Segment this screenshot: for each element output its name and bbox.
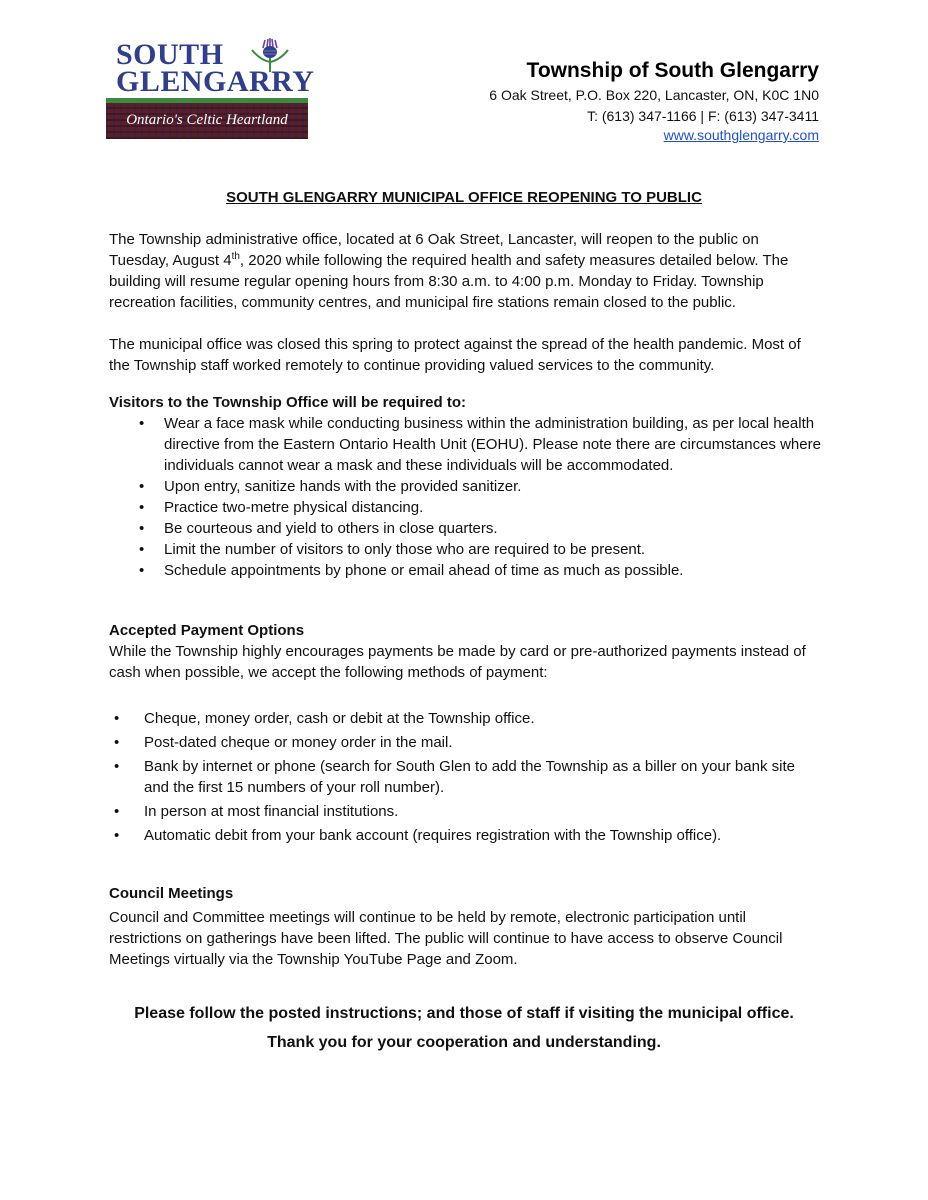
phone-fax: T: (613) 347-1166 | F: (613) 347-3411 — [587, 108, 819, 124]
list-item-text: Wear a face mask while conducting business within the administration building, as per local health directive from the Eastern Ontario Health Unit (EOHU). Please note there are circumstances where individuals cannot wear a mask and these individuals will be accommodated. — [164, 415, 821, 474]
list-item — [109, 518, 821, 539]
list-item — [109, 539, 821, 560]
org-name: Township of South Glengarry — [526, 59, 819, 82]
visitors-list — [109, 413, 821, 581]
intro-paragraph-2: The municipal office was closed this spring to protect against the spread of the health pandemic. Most of the Township staff worked remotely to continue providing valued services to the community. — [109, 336, 801, 374]
list-item — [109, 476, 821, 497]
bullet: • — [139, 499, 145, 516]
list-item — [109, 756, 821, 798]
list-item-text: Automatic debit from your bank account (requires registration with the Township office). — [144, 827, 722, 844]
logo-line-glengarry: GLENGARRY — [116, 65, 315, 98]
payment-list — [109, 708, 821, 846]
payment-section — [109, 620, 821, 849]
bullet: • — [114, 758, 120, 775]
township-logo — [106, 38, 315, 140]
list-item — [109, 497, 821, 518]
council-heading: Council Meetings — [109, 885, 234, 902]
bullet: • — [114, 710, 120, 727]
bullet: • — [139, 562, 145, 579]
list-item-text: Be courteous and yield to others in close quarters. — [164, 520, 498, 537]
payment-intro: While the Township highly encourages payments be made by card or pre-authorized payments instead of cash when possible, we accept the following methods of payment: — [109, 643, 806, 681]
list-item-text: Schedule appointments by phone or email ahead of time as much as possible. — [164, 562, 684, 579]
bullet: • — [114, 803, 120, 820]
list-item-text: Practice two-metre physical distancing. — [164, 499, 424, 516]
payment-heading: Accepted Payment Options — [109, 622, 305, 639]
intro-p1-part-a: The Township administrative office, located at 6 Oak Street, Lancaster, will reopen to the public on Tuesday, August 4 — [109, 231, 759, 269]
bullet: • — [139, 541, 145, 558]
logo-line-south: SOUTH — [116, 38, 224, 71]
intro-p1-part-b: , 2020 while following the required health and safety measures detailed below. The building will resume regular opening hours from 8:30 a.m. to 4:00 p.m. Monday to Friday. Township recreation facilities, community centres, and municipal fire stations remain closed to the public. — [109, 252, 789, 311]
address: 6 Oak Street, P.O. Box 220, Lancaster, ON, K0C 1N0 — [489, 87, 819, 103]
council-section — [109, 883, 821, 970]
list-item — [109, 825, 821, 846]
thistle-icon — [246, 38, 294, 74]
closing-line-2: Thank you for your cooperation and understanding. — [267, 1034, 661, 1051]
closing-line-1: Please follow the posted instructions; and those of staff if visiting the municipal office. — [134, 1005, 794, 1022]
list-item — [109, 801, 821, 822]
bullet: • — [114, 827, 120, 844]
page-title: SOUTH GLENGARRY MUNICIPAL OFFICE REOPENING TO PUBLIC — [226, 189, 702, 206]
list-item-text: Post-dated cheque or money order in the mail. — [144, 734, 453, 751]
list-item-text: Limit the number of visitors to only those who are required to be present. — [164, 541, 646, 558]
list-item-text: In person at most financial institutions. — [144, 803, 399, 820]
intro-p1-superscript: th — [231, 251, 240, 262]
list-item — [109, 708, 821, 729]
list-item-text: Cheque, money order, cash or debit at the Township office. — [144, 710, 535, 727]
intro-paragraph-1 — [109, 229, 821, 313]
visitors-heading: Visitors to the Township Office will be required to: — [109, 394, 466, 411]
bullet: • — [139, 520, 145, 537]
bullet: • — [114, 734, 120, 751]
intro-section — [109, 229, 821, 376]
list-item — [109, 560, 821, 581]
website-link[interactable]: www.southglengarry.com — [663, 127, 819, 143]
visitors-section — [109, 392, 821, 581]
bullet: • — [139, 478, 145, 495]
council-text: Council and Committee meetings will continue to be held by remote, electronic participation until restrictions on gatherings have been lifted. The public will continue to have access to observe Council Meetings virtually via the Township YouTube Page and Zoom. — [109, 909, 783, 968]
letterhead — [489, 58, 819, 145]
bullet: • — [139, 415, 145, 432]
list-item — [109, 732, 821, 753]
logo-tagline: Ontario's Celtic Heartland — [126, 112, 288, 128]
list-item — [109, 413, 821, 476]
list-item-text: Bank by internet or phone (search for South Glen to add the Township as a biller on your bank site and the first 15 numbers of your roll number). — [144, 758, 795, 796]
list-item-text: Upon entry, sanitize hands with the provided sanitizer. — [164, 478, 522, 495]
